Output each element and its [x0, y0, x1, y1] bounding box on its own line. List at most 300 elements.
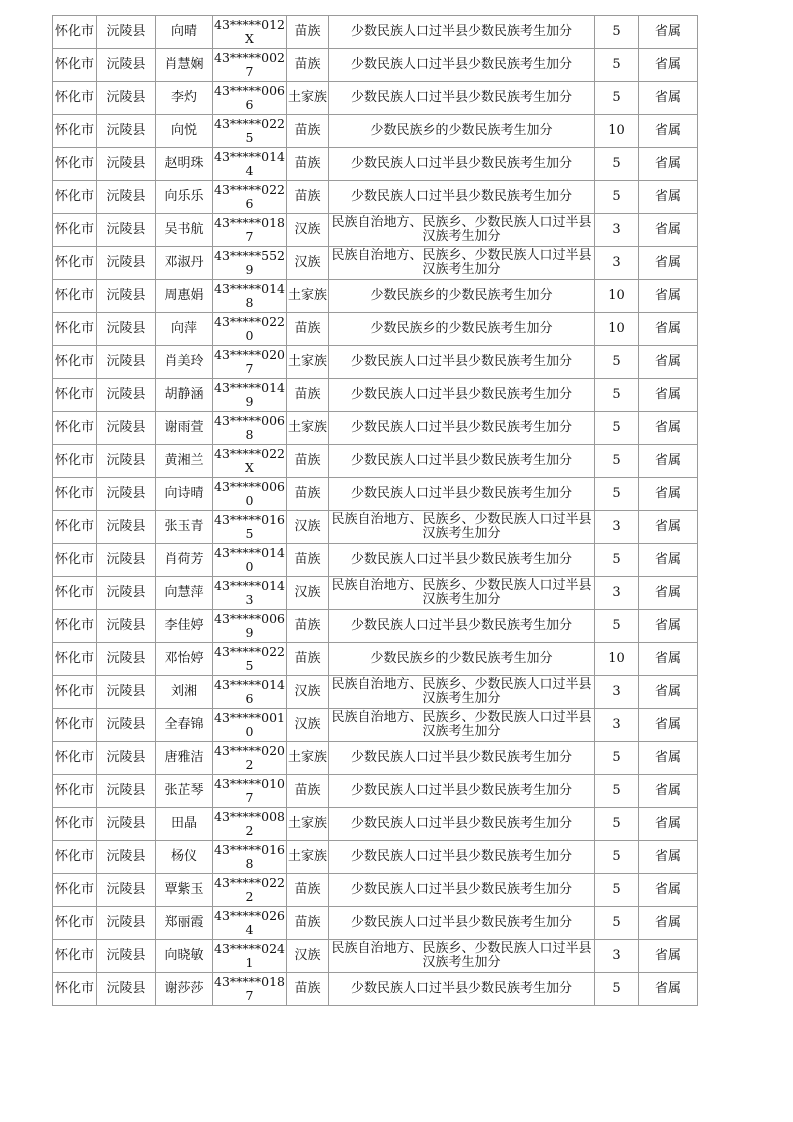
ethnicity-cell [287, 775, 329, 808]
bonus-reason-cell [329, 874, 595, 907]
bonus-points-cell [595, 346, 639, 379]
name-cell [156, 808, 213, 841]
bonus-points-cell-text: 5 [612, 189, 621, 204]
county-cell-text: 沅陵县 [106, 156, 146, 171]
category-cell-text: 省属 [654, 618, 681, 633]
county-cell [97, 82, 156, 115]
city-cell-text: 怀化市 [54, 618, 94, 633]
bonus-reason-cell-text: 少数民族人口过半县少数民族考生加分 [350, 420, 572, 435]
county-cell-text: 沅陵县 [106, 24, 146, 39]
ethnicity-cell-text: 土家族 [287, 420, 327, 435]
county-cell-text: 沅陵县 [106, 915, 146, 930]
city-cell-text: 怀化市 [54, 387, 94, 402]
bonus-reason-cell [329, 412, 595, 445]
ethnicity-cell [287, 16, 329, 49]
id-number-cell-text: 43*****0143 [214, 578, 286, 607]
county-cell [97, 676, 156, 709]
table-row [53, 643, 698, 676]
county-cell [97, 247, 156, 280]
ethnicity-cell [287, 412, 329, 445]
name-cell-text: 向萍 [170, 321, 197, 336]
table-row [53, 907, 698, 940]
name-cell [156, 445, 213, 478]
table-row [53, 973, 698, 1006]
county-cell-text: 沅陵县 [106, 420, 146, 435]
category-cell [639, 808, 698, 841]
county-cell [97, 643, 156, 676]
county-cell-text: 沅陵县 [106, 552, 146, 567]
bonus-points-cell-text: 10 [608, 321, 625, 336]
id-number-cell [213, 742, 287, 775]
id-number-cell [213, 775, 287, 808]
id-number-cell-text: 43*****0222 [214, 875, 286, 904]
county-cell [97, 115, 156, 148]
county-cell [97, 379, 156, 412]
city-cell [53, 82, 97, 115]
bonus-points-cell-text: 5 [612, 849, 621, 864]
ethnicity-cell [287, 49, 329, 82]
category-cell [639, 643, 698, 676]
city-cell-text: 怀化市 [54, 783, 94, 798]
bonus-points-cell [595, 841, 639, 874]
bonus-reason-cell-text: 民族自治地方、民族乡、少数民族人口过半县汉族考生加分 [331, 677, 592, 706]
city-cell-text: 怀化市 [54, 750, 94, 765]
county-cell [97, 808, 156, 841]
name-cell [156, 16, 213, 49]
ethnicity-cell [287, 511, 329, 544]
bonus-points-cell [595, 775, 639, 808]
id-number-cell [213, 214, 287, 247]
bonus-reason-cell [329, 115, 595, 148]
id-number-cell [213, 841, 287, 874]
bonus-reason-cell-text: 少数民族人口过半县少数民族考生加分 [350, 783, 572, 798]
bonus-points-cell [595, 709, 639, 742]
bonus-points-cell [595, 49, 639, 82]
id-number-cell [213, 148, 287, 181]
id-number-cell [213, 808, 287, 841]
bonus-reason-cell-text: 少数民族乡的少数民族考生加分 [370, 651, 553, 666]
bonus-reason-cell-text: 少数民族人口过半县少数民族考生加分 [350, 882, 572, 897]
county-cell-text: 沅陵县 [106, 684, 146, 699]
county-cell [97, 841, 156, 874]
city-cell-text: 怀化市 [54, 321, 94, 336]
name-cell-text: 李灼 [170, 90, 197, 105]
bonus-points-cell [595, 280, 639, 313]
id-number-cell [213, 247, 287, 280]
bonus-reason-cell-text: 少数民族人口过半县少数民族考生加分 [350, 57, 572, 72]
category-cell-text: 省属 [654, 288, 681, 303]
category-cell-text: 省属 [654, 255, 681, 270]
category-cell-text: 省属 [654, 684, 681, 699]
ethnicity-cell [287, 313, 329, 346]
table-row [53, 544, 698, 577]
name-cell-text: 向慧萍 [164, 585, 204, 600]
ethnicity-cell-text: 汉族 [294, 684, 321, 699]
ethnicity-cell [287, 115, 329, 148]
ethnicity-cell [287, 445, 329, 478]
bonus-reason-cell [329, 643, 595, 676]
county-cell-text: 沅陵县 [106, 717, 146, 732]
county-cell [97, 973, 156, 1006]
name-cell [156, 709, 213, 742]
category-cell [639, 148, 698, 181]
id-number-cell [213, 16, 287, 49]
bonus-points-cell [595, 313, 639, 346]
table-row [53, 511, 698, 544]
ethnicity-cell [287, 907, 329, 940]
bonus-points-cell [595, 82, 639, 115]
name-cell-text: 向乐乐 [164, 189, 204, 204]
bonus-points-table [52, 15, 698, 1006]
table-row [53, 478, 698, 511]
name-cell-text: 周惠娟 [164, 288, 204, 303]
name-cell [156, 214, 213, 247]
name-cell [156, 511, 213, 544]
table-row [53, 346, 698, 379]
name-cell-text: 谢莎莎 [164, 981, 204, 996]
bonus-reason-cell [329, 907, 595, 940]
name-cell-text: 李佳婷 [164, 618, 204, 633]
ethnicity-cell-text: 土家族 [287, 90, 327, 105]
id-number-cell [213, 82, 287, 115]
bonus-points-cell [595, 181, 639, 214]
county-cell-text: 沅陵县 [106, 750, 146, 765]
city-cell [53, 973, 97, 1006]
ethnicity-cell [287, 940, 329, 973]
name-cell [156, 676, 213, 709]
city-cell [53, 313, 97, 346]
name-cell [156, 874, 213, 907]
ethnicity-cell [287, 148, 329, 181]
ethnicity-cell-text: 苗族 [294, 651, 321, 666]
city-cell [53, 49, 97, 82]
bonus-reason-cell-text: 少数民族人口过半县少数民族考生加分 [350, 750, 572, 765]
bonus-reason-cell [329, 478, 595, 511]
category-cell-text: 省属 [654, 420, 681, 435]
category-cell-text: 省属 [654, 552, 681, 567]
bonus-points-cell-text: 5 [612, 354, 621, 369]
category-cell-text: 省属 [654, 222, 681, 237]
category-cell [639, 346, 698, 379]
name-cell [156, 907, 213, 940]
id-number-cell-text: 43*****0107 [214, 776, 286, 805]
county-cell [97, 16, 156, 49]
category-cell-text: 省属 [654, 387, 681, 402]
category-cell-text: 省属 [654, 189, 681, 204]
category-cell [639, 841, 698, 874]
table-row [53, 808, 698, 841]
bonus-points-cell-text: 5 [612, 57, 621, 72]
county-cell [97, 49, 156, 82]
name-cell-text: 邓淑丹 [164, 255, 204, 270]
county-cell-text: 沅陵县 [106, 90, 146, 105]
city-cell-text: 怀化市 [54, 948, 94, 963]
county-cell-text: 沅陵县 [106, 123, 146, 138]
table-row [53, 379, 698, 412]
ethnicity-cell [287, 643, 329, 676]
bonus-points-cell-text: 3 [612, 222, 621, 237]
bonus-reason-cell-text: 少数民族人口过半县少数民族考生加分 [350, 981, 572, 996]
bonus-reason-cell [329, 379, 595, 412]
name-cell-text: 向晴 [170, 24, 197, 39]
ethnicity-cell [287, 874, 329, 907]
bonus-reason-cell-text: 民族自治地方、民族乡、少数民族人口过半县汉族考生加分 [331, 248, 592, 277]
ethnicity-cell [287, 808, 329, 841]
county-cell-text: 沅陵县 [106, 57, 146, 72]
id-number-cell-text: 43*****0225 [214, 644, 286, 673]
bonus-points-cell [595, 412, 639, 445]
name-cell [156, 973, 213, 1006]
bonus-reason-cell-text: 少数民族人口过半县少数民族考生加分 [350, 90, 572, 105]
id-number-cell-text: 43*****0082 [214, 809, 286, 838]
bonus-reason-cell [329, 346, 595, 379]
bonus-points-cell-text: 5 [612, 552, 621, 567]
city-cell [53, 148, 97, 181]
ethnicity-cell-text: 苗族 [294, 156, 321, 171]
bonus-points-cell [595, 940, 639, 973]
bonus-reason-cell [329, 808, 595, 841]
category-cell-text: 省属 [654, 453, 681, 468]
bonus-points-cell-text: 10 [608, 288, 625, 303]
name-cell-text: 郑丽霞 [164, 915, 204, 930]
ethnicity-cell [287, 709, 329, 742]
city-cell-text: 怀化市 [54, 651, 94, 666]
city-cell-text: 怀化市 [54, 156, 94, 171]
bonus-points-cell-text: 10 [608, 123, 625, 138]
name-cell [156, 49, 213, 82]
bonus-reason-cell-text: 少数民族人口过半县少数民族考生加分 [350, 816, 572, 831]
city-cell [53, 214, 97, 247]
category-cell-text: 省属 [654, 585, 681, 600]
county-cell [97, 412, 156, 445]
city-cell [53, 115, 97, 148]
name-cell-text: 谢雨萱 [164, 420, 204, 435]
bonus-reason-cell-text: 民族自治地方、民族乡、少数民族人口过半县汉族考生加分 [331, 710, 592, 739]
bonus-reason-cell [329, 610, 595, 643]
city-cell [53, 742, 97, 775]
city-cell [53, 775, 97, 808]
bonus-reason-cell [329, 577, 595, 610]
id-number-cell-text: 43*****0140 [214, 545, 286, 574]
bonus-points-cell [595, 544, 639, 577]
county-cell [97, 940, 156, 973]
id-number-cell-text: 43*****0202 [214, 743, 286, 772]
name-cell-text: 赵明珠 [164, 156, 204, 171]
county-cell-text: 沅陵县 [106, 849, 146, 864]
county-cell-text: 沅陵县 [106, 816, 146, 831]
id-number-cell [213, 610, 287, 643]
city-cell-text: 怀化市 [54, 981, 94, 996]
bonus-reason-cell [329, 181, 595, 214]
bonus-points-cell [595, 973, 639, 1006]
city-cell-text: 怀化市 [54, 222, 94, 237]
name-cell [156, 775, 213, 808]
city-cell [53, 247, 97, 280]
id-number-cell-text: 43*****012X [214, 17, 286, 46]
city-cell [53, 412, 97, 445]
city-cell-text: 怀化市 [54, 915, 94, 930]
ethnicity-cell-text: 汉族 [294, 717, 321, 732]
id-number-cell [213, 874, 287, 907]
ethnicity-cell [287, 742, 329, 775]
county-cell [97, 907, 156, 940]
ethnicity-cell [287, 247, 329, 280]
bonus-points-cell [595, 808, 639, 841]
city-cell-text: 怀化市 [54, 354, 94, 369]
ethnicity-cell [287, 379, 329, 412]
bonus-points-cell [595, 115, 639, 148]
county-cell [97, 775, 156, 808]
ethnicity-cell [287, 544, 329, 577]
bonus-points-cell [595, 478, 639, 511]
county-cell-text: 沅陵县 [106, 981, 146, 996]
table-row [53, 940, 698, 973]
category-cell [639, 709, 698, 742]
table-row [53, 16, 698, 49]
id-number-cell [213, 709, 287, 742]
bonus-points-cell-text: 5 [612, 420, 621, 435]
bonus-reason-cell [329, 214, 595, 247]
table-row [53, 775, 698, 808]
bonus-reason-cell-text: 少数民族人口过半县少数民族考生加分 [350, 24, 572, 39]
city-cell-text: 怀化市 [54, 519, 94, 534]
city-cell [53, 181, 97, 214]
city-cell [53, 676, 97, 709]
bonus-points-cell-text: 5 [612, 618, 621, 633]
name-cell-text: 张芷琴 [164, 783, 204, 798]
bonus-reason-cell [329, 247, 595, 280]
name-cell-text: 黄湘兰 [164, 453, 204, 468]
bonus-reason-cell [329, 16, 595, 49]
ethnicity-cell-text: 苗族 [294, 57, 321, 72]
city-cell [53, 808, 97, 841]
id-number-cell-text: 43*****5529 [214, 248, 286, 277]
bonus-reason-cell [329, 544, 595, 577]
county-cell-text: 沅陵县 [106, 519, 146, 534]
category-cell [639, 412, 698, 445]
city-cell [53, 280, 97, 313]
county-cell-text: 沅陵县 [106, 387, 146, 402]
name-cell [156, 346, 213, 379]
bonus-reason-cell [329, 82, 595, 115]
city-cell-text: 怀化市 [54, 24, 94, 39]
category-cell [639, 742, 698, 775]
ethnicity-cell-text: 苗族 [294, 24, 321, 39]
bonus-reason-cell [329, 973, 595, 1006]
id-number-cell-text: 43*****0225 [214, 116, 286, 145]
county-cell-text: 沅陵县 [106, 882, 146, 897]
id-number-cell-text: 43*****0207 [214, 347, 286, 376]
category-cell [639, 478, 698, 511]
id-number-cell [213, 676, 287, 709]
ethnicity-cell-text: 土家族 [287, 816, 327, 831]
category-cell [639, 940, 698, 973]
name-cell-text: 唐雅洁 [164, 750, 204, 765]
category-cell-text: 省属 [654, 849, 681, 864]
bonus-points-cell-text: 3 [612, 255, 621, 270]
city-cell [53, 643, 97, 676]
id-number-cell [213, 907, 287, 940]
name-cell [156, 247, 213, 280]
category-cell [639, 115, 698, 148]
table-row [53, 412, 698, 445]
bonus-points-cell [595, 511, 639, 544]
name-cell [156, 940, 213, 973]
bonus-points-cell-text: 5 [612, 915, 621, 930]
ethnicity-cell-text: 苗族 [294, 882, 321, 897]
name-cell-text: 邓怡婷 [164, 651, 204, 666]
county-cell [97, 148, 156, 181]
ethnicity-cell-text: 苗族 [294, 189, 321, 204]
name-cell [156, 544, 213, 577]
category-cell-text: 省属 [654, 24, 681, 39]
category-cell-text: 省属 [654, 783, 681, 798]
city-cell [53, 346, 97, 379]
ethnicity-cell-text: 土家族 [287, 354, 327, 369]
bonus-reason-cell [329, 445, 595, 478]
id-number-cell [213, 445, 287, 478]
category-cell [639, 907, 698, 940]
bonus-points-cell [595, 445, 639, 478]
county-cell [97, 214, 156, 247]
name-cell-text: 覃紫玉 [164, 882, 204, 897]
id-number-cell-text: 43*****0264 [214, 908, 286, 937]
county-cell-text: 沅陵县 [106, 486, 146, 501]
bonus-points-cell [595, 577, 639, 610]
ethnicity-cell-text: 汉族 [294, 948, 321, 963]
bonus-reason-cell [329, 841, 595, 874]
county-cell-text: 沅陵县 [106, 288, 146, 303]
bonus-points-cell-text: 5 [612, 882, 621, 897]
county-cell [97, 709, 156, 742]
table-row [53, 742, 698, 775]
county-cell-text: 沅陵县 [106, 321, 146, 336]
bonus-reason-cell-text: 少数民族人口过半县少数民族考生加分 [350, 486, 572, 501]
county-cell-text: 沅陵县 [106, 651, 146, 666]
bonus-points-cell-text: 5 [612, 156, 621, 171]
city-cell [53, 940, 97, 973]
city-cell-text: 怀化市 [54, 57, 94, 72]
name-cell [156, 280, 213, 313]
ethnicity-cell-text: 土家族 [287, 750, 327, 765]
ethnicity-cell-text: 苗族 [294, 552, 321, 567]
table-row [53, 841, 698, 874]
name-cell [156, 610, 213, 643]
id-number-cell-text: 43*****0226 [214, 182, 286, 211]
id-number-cell-text: 43*****0146 [214, 677, 286, 706]
bonus-points-cell-text: 3 [612, 684, 621, 699]
bonus-reason-cell [329, 280, 595, 313]
bonus-reason-cell [329, 511, 595, 544]
bonus-points-cell-text: 5 [612, 90, 621, 105]
city-cell-text: 怀化市 [54, 684, 94, 699]
bonus-points-cell-text: 10 [608, 651, 625, 666]
id-number-cell-text: 43*****0060 [214, 479, 286, 508]
id-number-cell-text: 43*****0168 [214, 842, 286, 871]
table-row [53, 577, 698, 610]
city-cell-text: 怀化市 [54, 552, 94, 567]
id-number-cell [213, 940, 287, 973]
city-cell [53, 577, 97, 610]
id-number-cell-text: 43*****0148 [214, 281, 286, 310]
county-cell [97, 742, 156, 775]
id-number-cell-text: 43*****022X [214, 446, 286, 475]
id-number-cell-text: 43*****0220 [214, 314, 286, 343]
table-row [53, 82, 698, 115]
city-cell-text: 怀化市 [54, 420, 94, 435]
county-cell-text: 沅陵县 [106, 453, 146, 468]
category-cell [639, 610, 698, 643]
